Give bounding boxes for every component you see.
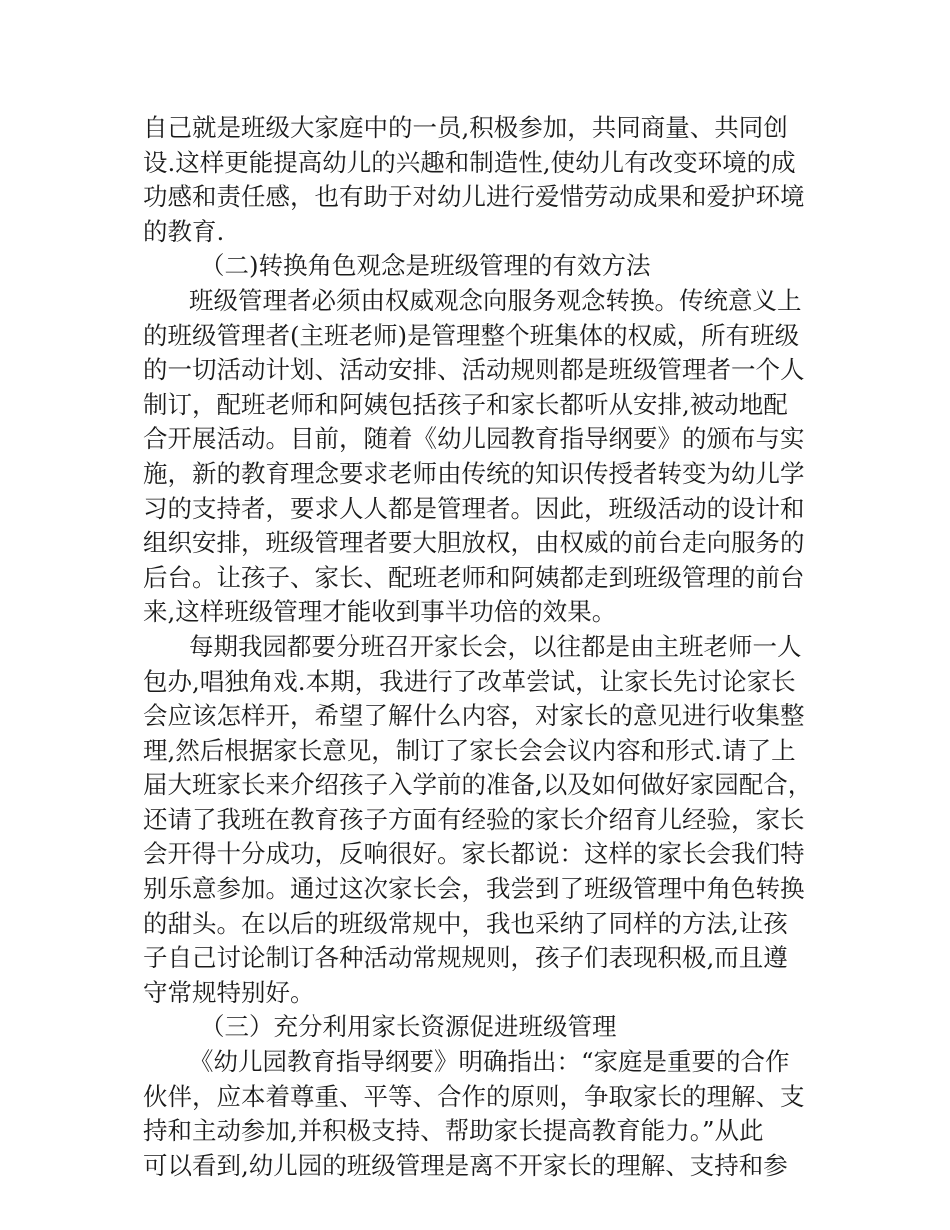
text-line: 可以看到,幼儿园的班级管理是离不开家长的理解、支持和参 (143, 1150, 788, 1180)
text-line: 设.这样更能提高幼儿的兴趣和制造性,使幼儿有改变环境的成 (143, 147, 796, 177)
text-line: 的班级管理者(主班老师)是管理整个班集体的权威，所有班级 (143, 320, 800, 350)
text-line: 后台。让孩子、家长、配班老师和阿姨都走到班级管理的前台 (143, 562, 805, 592)
text-line: 施，新的教育理念要求老师由传统的知识传授者转变为幼儿学 (143, 458, 805, 488)
section-heading: （二)转换角色观念是班级管理的有效方法 (200, 251, 651, 281)
text-line: 还请了我班在教育孩子方面有经验的家长介绍育儿经验，家长 (143, 804, 805, 834)
document-body (143, 111, 823, 1183)
paragraph-first-line: 班级管理者必须由权威观念向服务观念转换。传统意义上 (189, 285, 802, 315)
text-line: 会应该怎样开，希望了解什么内容，对家长的意见进行收集整 (143, 701, 805, 731)
text-line: 的甜头。在以后的班级常规中，我也采纳了同样的方法,让孩 (143, 908, 788, 938)
text-line: 理,然后根据家长意见，制订了家长会会议内容和形式.请了上 (143, 735, 796, 765)
section-heading: （三）充分利用家长资源促进班级管理 (200, 1012, 617, 1042)
text-line: 伙伴，应本着尊重、平等、合作的原则，争取家长的理解、支 (143, 1081, 805, 1111)
text-line: 自己就是班级大家庭中的一员,积极参加，共同商量、共同创 (143, 113, 788, 142)
text-line: 来,这样班级管理才能收到事半功倍的效果。 (143, 597, 617, 627)
text-line: 守常规特别好。 (143, 977, 315, 1007)
text-line: 会开得十分成功，反响很好。家长都说：这样的家长会我们特 (143, 839, 805, 869)
text-line: 的一切活动计划、活动安排、活动规则都是班级管理者一个人 (143, 355, 805, 385)
text-line: 组织安排，班级管理者要大胆放权，由权威的前台走向服务的 (143, 528, 805, 558)
text-line: 包办,唱独角戏.本期，我进行了改革尝试，让家长先讨论家长 (143, 666, 796, 696)
text-line: 别乐意参加。通过这次家长会，我尝到了班级管理中角色转换 (143, 874, 805, 904)
text-line: 子自己讨论制订各种活动常规规则，孩子们表现积极,而且遵 (143, 943, 788, 973)
text-line: 制订，配班老师和阿姨包括孩子和家长都听从安排,被动地配 (143, 389, 788, 419)
text-line: 合开展活动。目前，随着《幼儿园教育指导纲要》的颁布与实 (143, 424, 805, 454)
text-line: 习的支持者，要求人人都是管理者。因此，班级活动的设计和 (143, 493, 805, 523)
text-line: 届大班家长来介绍孩子入学前的准备,以及如何做好家园配合， (143, 770, 813, 800)
text-line: 功感和责任感，也有助于对幼儿进行爱惜劳动成果和爱护环境 (143, 182, 805, 212)
text-line: 的教育. (143, 216, 225, 246)
paragraph-first-line: 每期我园都要分班召开家长会，以往都是由主班老师一人 (189, 631, 802, 661)
paragraph-first-line: 《幼儿园教育指导纲要》明确指出：“家庭是重要的合作 (189, 1047, 790, 1077)
text-line: 持和主动参加,并积极支持、帮助家长提高教育能力。”从此 (143, 1116, 764, 1146)
